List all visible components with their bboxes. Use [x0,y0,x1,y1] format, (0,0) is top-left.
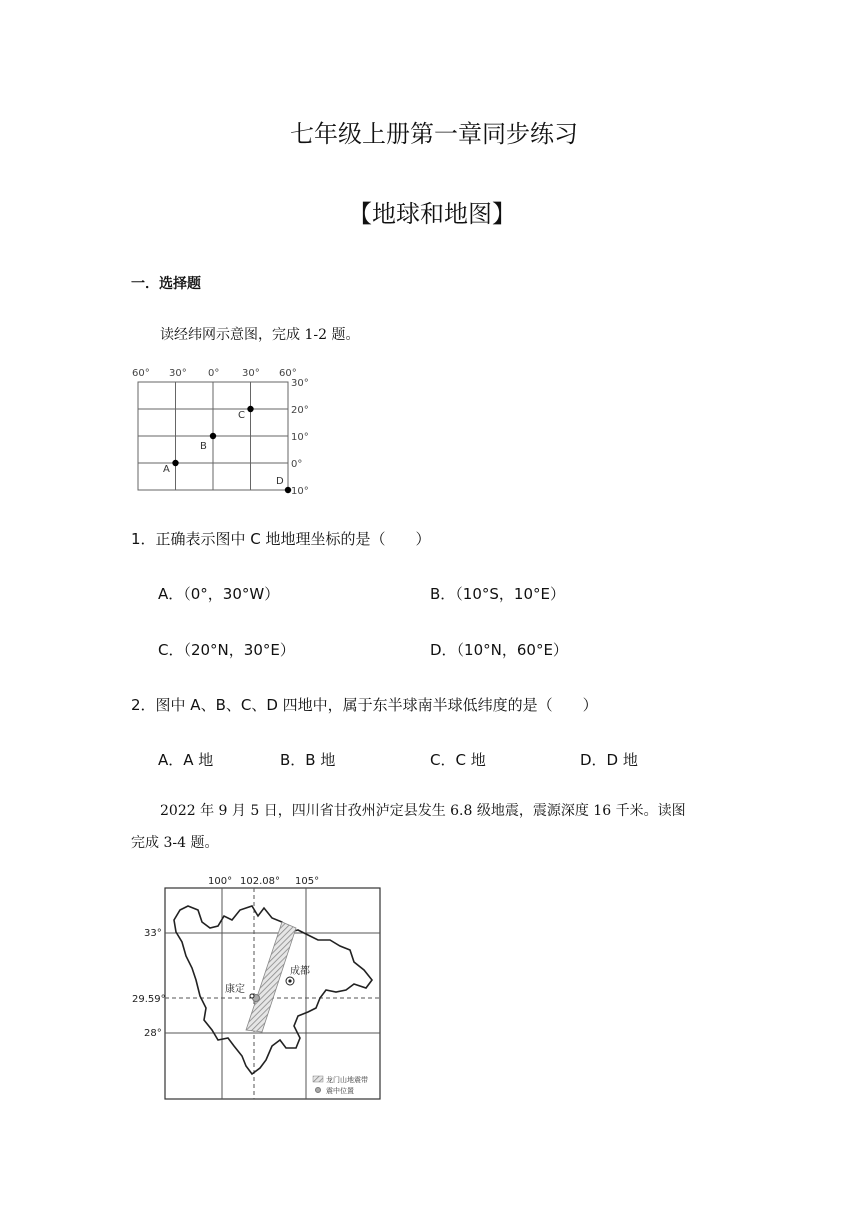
question-1-option-c[interactable]: C．（20°N，30°E） [158,641,295,659]
question-1-option-d[interactable]: D．（10°N，60°E） [430,641,568,659]
point-c-marker [247,406,253,412]
point-c-label: C [238,410,245,421]
section-heading: 一．选择题 [131,276,201,292]
lat-label: 20° [291,405,309,416]
point-a-label: A [163,464,170,475]
question-2-option-b[interactable]: B．B 地 [280,751,336,769]
point-a-marker [172,460,178,466]
sichuan-map-figure [132,870,390,1105]
map-lat-label: 33° [144,928,162,939]
graticule-figure [128,362,318,498]
question-2-stem: 2．图中 A、B、C、D 四地中，属于东半球南半球低纬度的是（ ） [131,696,598,714]
point-d-marker [285,487,291,493]
question-2-option-a[interactable]: A．A 地 [158,751,214,769]
question-2-option-d[interactable]: D．D 地 [580,751,638,769]
legend-fault-swatch [313,1076,323,1082]
lat-label: 10° [291,432,309,443]
intro-text-2-line-1: 2022 年 9 月 5 日，四川省甘孜州泸定县发生 6.8 级地震，震源深度 16 千米。读图 [160,803,686,819]
lat-label: 30° [291,378,309,389]
point-d-label: D [276,476,284,487]
map-lon-label: 100° [208,876,233,887]
lon-label: 60° [132,368,150,379]
chengdu-label: 成都 [290,966,310,977]
point-b-marker [210,433,216,439]
legend-epicenter-label: 震中位置 [326,1087,354,1095]
map-lon-label: 102.08° [240,876,280,887]
legend-fault-label: 龙门山地震带 [326,1076,368,1084]
map-lon-label: 105° [295,876,320,887]
intro-text-2-line-2: 完成 3-4 题。 [131,835,219,851]
map-lat-label: 28° [144,1028,162,1039]
page-subtitle: 【地球和地图】 [348,200,516,228]
kangding-marker [250,994,254,998]
lat-label: 0° [291,459,303,470]
intro-text-1: 读经纬网示意图，完成 1-2 题。 [160,327,360,343]
question-1-option-b[interactable]: B．（10°S，10°E） [430,585,565,603]
map-legend [313,1075,368,1095]
lat-label: 10° [291,486,309,497]
question-1-stem: 1．正确表示图中 C 地地理坐标的是（ ） [131,530,431,548]
legend-epicenter-swatch [316,1088,321,1093]
lon-label: 0° [208,368,220,379]
lon-label: 60° [279,368,297,379]
point-b-label: B [200,441,207,452]
question-2-option-c[interactable]: C．C 地 [430,751,486,769]
map-lat-label: 29.59° [132,994,166,1005]
lon-label: 30° [169,368,187,379]
question-1-option-a[interactable]: A．（0°，30°W） [158,585,280,603]
lon-label: 30° [242,368,260,379]
page-title: 七年级上册第一章同步练习 [290,120,578,148]
kangding-label: 康定 [225,984,245,995]
